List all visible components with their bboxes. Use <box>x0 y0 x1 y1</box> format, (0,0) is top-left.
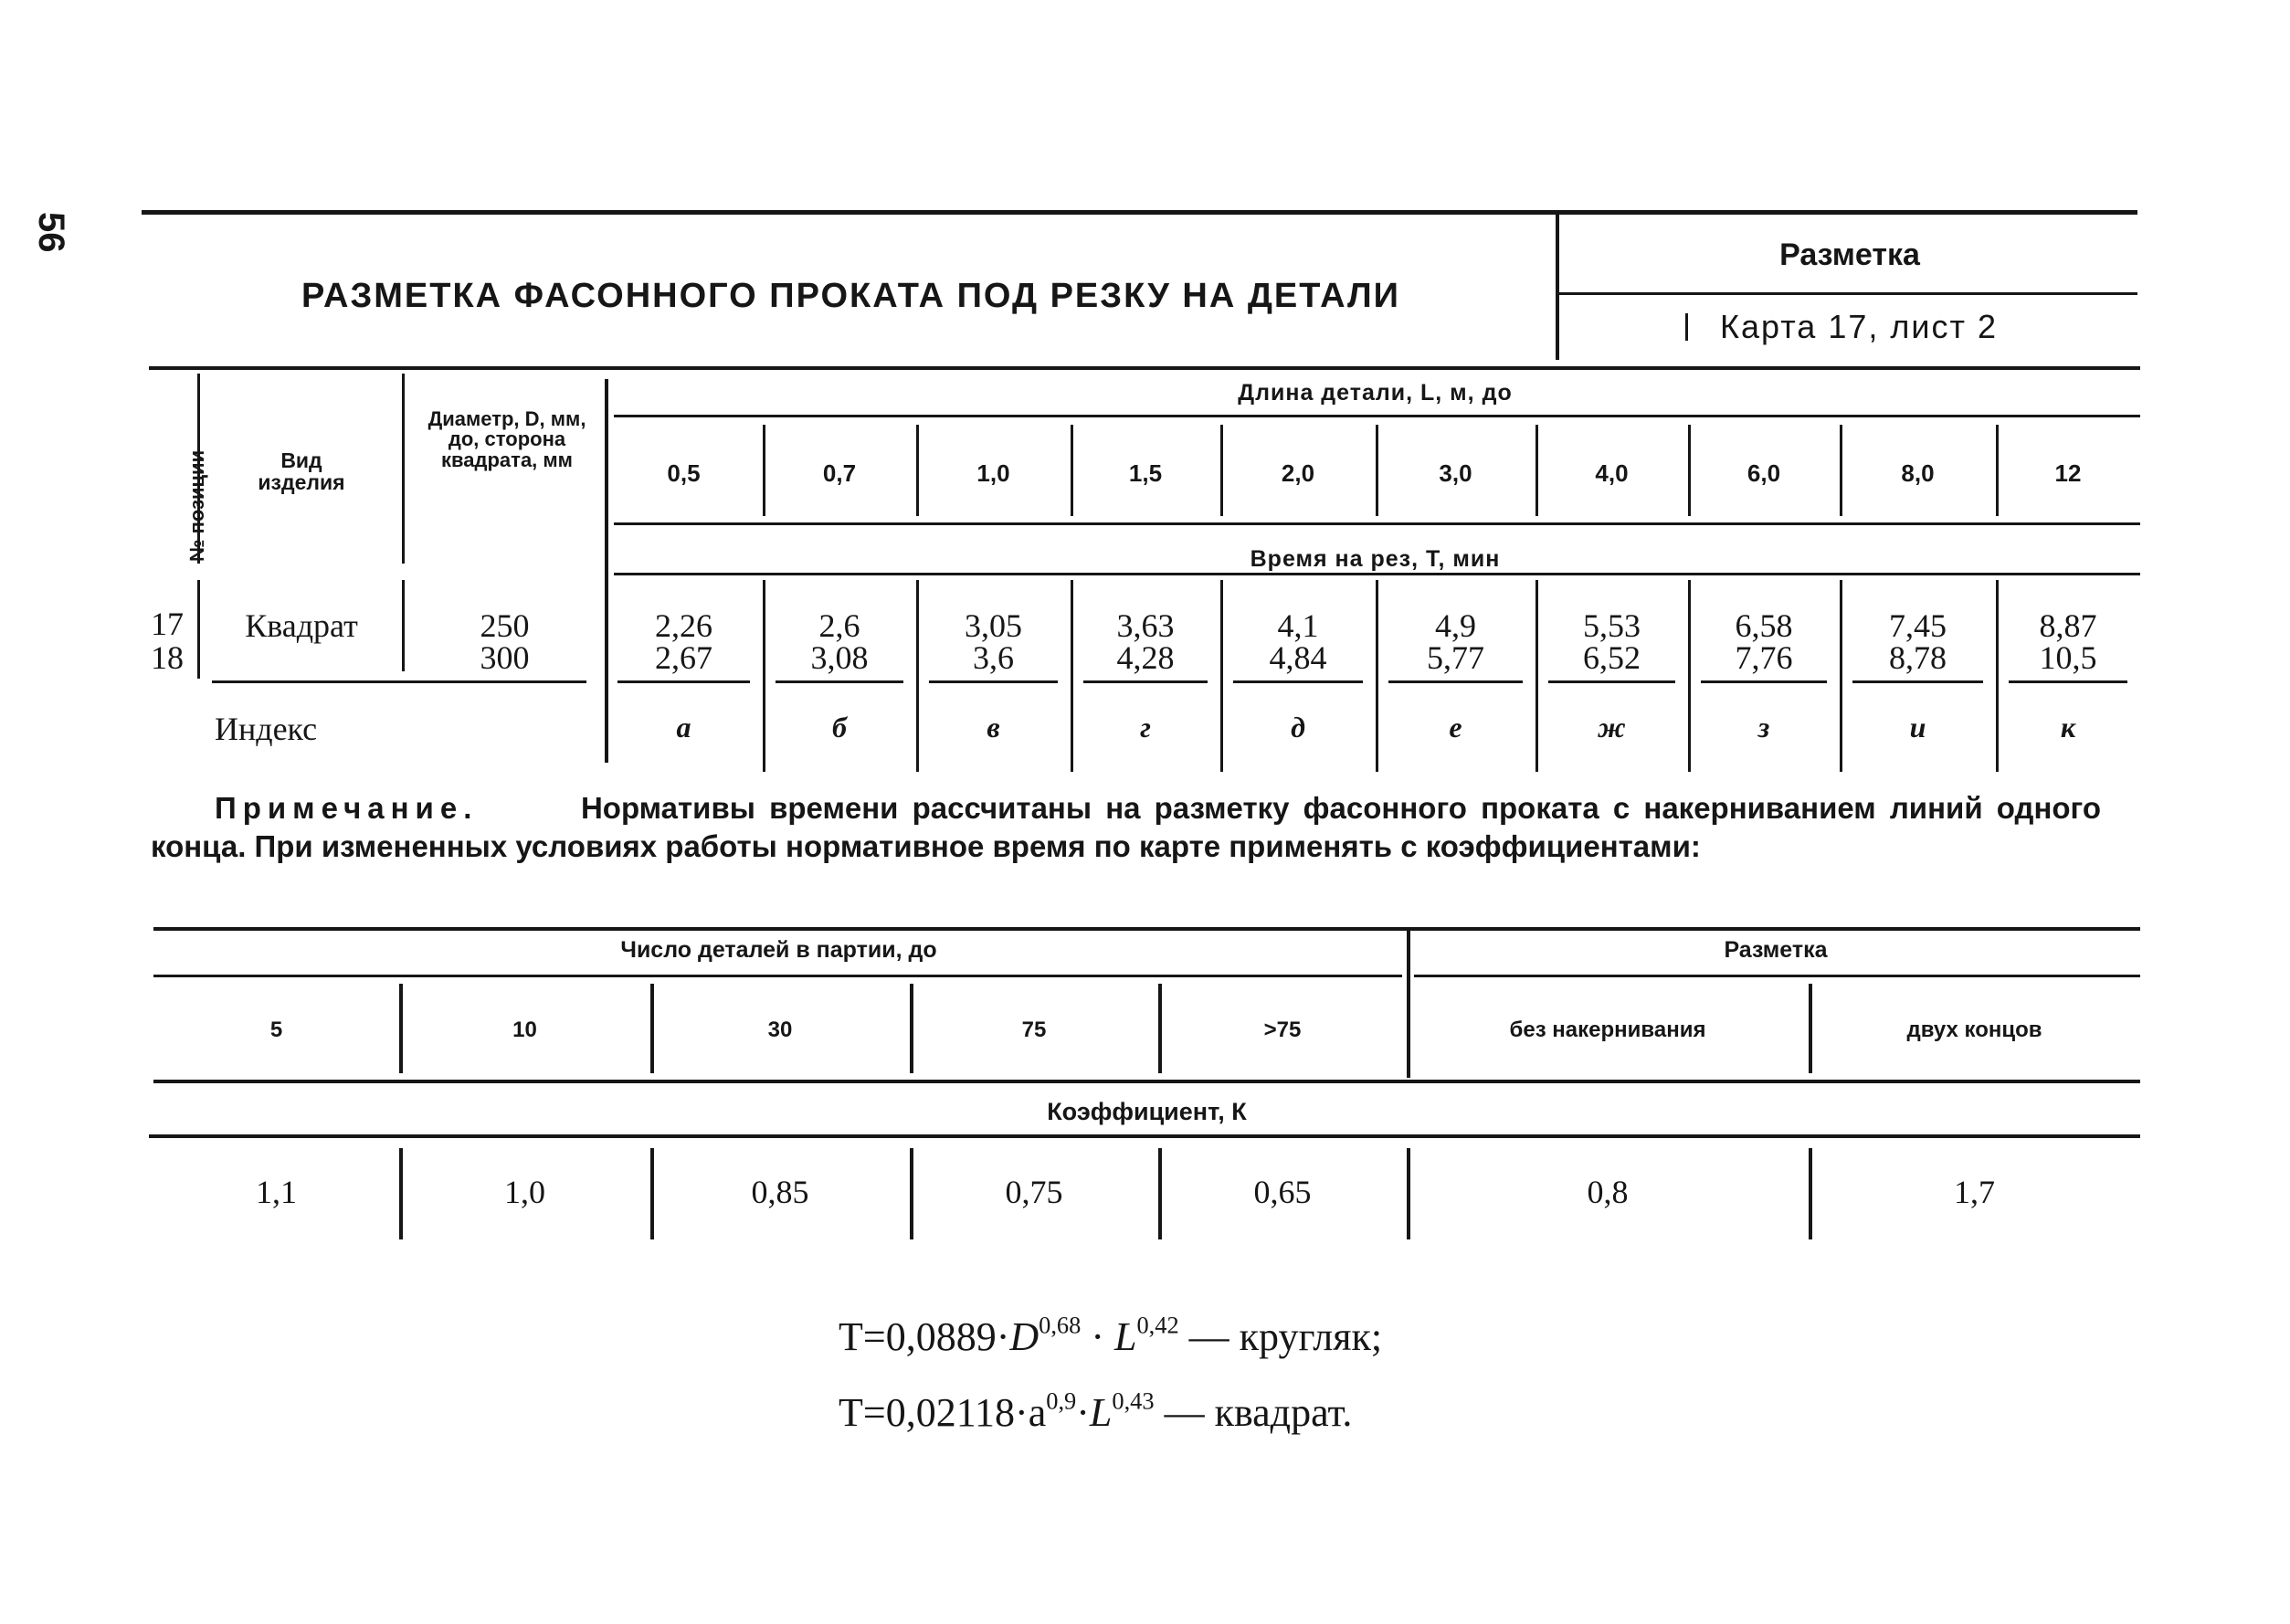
f2-mid: · <box>1076 1390 1090 1435</box>
col-position-header: № позиции <box>185 449 208 562</box>
t1-data-underline <box>1852 680 1983 683</box>
t2-coef-separator <box>1158 1148 1162 1239</box>
t2-marking-separator <box>1809 984 1812 1073</box>
t1-data-underline <box>1233 680 1363 683</box>
length-value: 4,0 <box>1595 459 1629 487</box>
time-value-18: 3,08 <box>810 639 869 676</box>
parts-column-label: >75 <box>1263 1018 1302 1042</box>
t2-column-separator <box>399 984 403 1073</box>
index-value: б <box>832 711 847 743</box>
time-value-17: 4,9 <box>1435 607 1476 644</box>
note-text-1: Нормативы времени рассчитаны на разметку фасонного проката с накерниванием линий одного <box>580 791 2101 825</box>
t2-coef-separator <box>910 1148 913 1239</box>
coefficient-value: 1,0 <box>504 1174 545 1210</box>
t1-data-underline <box>617 680 750 683</box>
f2-exp-a: 0,9 <box>1046 1387 1077 1415</box>
row-size-17: 250 <box>480 607 530 644</box>
row-position-17: 17 <box>151 606 184 642</box>
t1-length-separator <box>916 425 919 516</box>
table2-header-rule-right <box>1414 975 2140 977</box>
t1-data-underline <box>1701 680 1827 683</box>
t1-length-separator <box>1996 425 1999 516</box>
time-value-17: 6,58 <box>1735 607 1793 644</box>
time-value-18: 4,28 <box>1116 639 1175 676</box>
coefficient-value: 0,75 <box>1005 1174 1063 1210</box>
parts-header: Число деталей в партии, до <box>620 937 937 963</box>
coef-header: Коэффициент, К <box>1047 1098 1247 1125</box>
col-kind-header <box>201 449 402 493</box>
note-line-1 <box>215 793 2101 823</box>
table2-main-divider <box>1407 931 1410 1078</box>
header-right-rule <box>1559 292 2137 295</box>
t1-data-underline <box>2009 680 2127 683</box>
t1-data-separator <box>1535 580 1538 772</box>
t1-data-underline <box>1388 680 1523 683</box>
col-diameter-header <box>425 409 589 470</box>
length-value: 8,0 <box>1901 459 1935 487</box>
time-value-17: 3,63 <box>1116 607 1175 644</box>
t1-time-rule-bottom <box>614 573 2140 575</box>
t1-data-separator <box>1688 580 1691 772</box>
time-value-17: 3,05 <box>965 607 1022 644</box>
t1-data-separator <box>1376 580 1378 772</box>
t1-length-separator <box>763 425 765 516</box>
table2-mid-rule <box>153 1080 2140 1083</box>
t1-data-separator <box>763 580 765 772</box>
document-title: РАЗМЕТКА ФАСОННОГО ПРОКАТА ПОД РЕЗКУ НА ДЕТАЛИ <box>301 277 1400 315</box>
t1-data-separator <box>1071 580 1073 772</box>
length-value: 1,5 <box>1128 459 1163 487</box>
time-value-17: 8,87 <box>2039 607 2097 644</box>
index-value: в <box>987 711 1000 743</box>
index-label: Индекс <box>215 711 318 747</box>
f1-var-d: D <box>1009 1314 1039 1359</box>
time-value-18: 10,5 <box>2039 639 2097 676</box>
note-line-2: конца. При измененных условиях работы нормативное время по карте применять с коэффициентами: <box>151 829 1701 863</box>
t1-time-rule-top <box>614 522 2140 525</box>
t1-data-underline <box>776 680 903 683</box>
table2-top-rule <box>153 927 2140 931</box>
time-value-18: 8,78 <box>1889 639 1947 676</box>
time-value-17: 2,26 <box>655 607 712 644</box>
t1-length-separator <box>1840 425 1842 516</box>
table1-top-rule <box>149 366 2140 370</box>
length-value: 0,5 <box>667 459 701 487</box>
length-value: 0,7 <box>822 459 857 487</box>
table2-header-rule-left <box>153 975 1402 977</box>
t1-data-separator <box>1840 580 1842 772</box>
time-value-18: 4,84 <box>1269 639 1327 676</box>
header-top-rule <box>142 210 2137 215</box>
coefficient-value: 0,85 <box>751 1174 809 1210</box>
parts-column-label: 30 <box>767 1018 793 1042</box>
t1-length-separator <box>1376 425 1378 516</box>
formula-square <box>839 1387 1353 1435</box>
time-value-18: 3,6 <box>973 639 1014 676</box>
t1-length-separator <box>1688 425 1691 516</box>
coefficient-value: 1,7 <box>1954 1174 1995 1210</box>
parts-column-label: 75 <box>1021 1018 1047 1042</box>
time-value-17: 2,6 <box>818 607 860 644</box>
f2-suffix: — квадрат. <box>1154 1390 1353 1435</box>
time-value-18: 5,77 <box>1427 639 1484 676</box>
t2-column-separator <box>910 984 913 1073</box>
t1-rows-bottom-rule <box>212 680 586 683</box>
t1-data-underline <box>929 680 1058 683</box>
t1-data-underline <box>1548 680 1675 683</box>
f1-suffix: — кругляк; <box>1178 1314 1383 1359</box>
length-value: 1,0 <box>976 459 1010 487</box>
f2-prefix: T=0,02118·a <box>839 1390 1047 1435</box>
header-divider <box>1556 214 1559 360</box>
table2-coef-rule <box>149 1134 2140 1138</box>
f1-exp-l: 0,42 <box>1136 1311 1179 1339</box>
t1-length-separator <box>1220 425 1223 516</box>
marking-header: Разметка <box>1724 937 1828 963</box>
note-label: Примечание. <box>215 791 479 825</box>
t1-data-separator <box>916 580 919 772</box>
t1-data-separator <box>1220 580 1223 772</box>
coefficient-value: 1,1 <box>256 1174 297 1210</box>
index-value: д <box>1291 711 1305 743</box>
t2-column-separator <box>1158 984 1162 1073</box>
col-kind-text: Вид изделия <box>258 448 345 495</box>
f1-prefix: T=0,0889· <box>839 1314 1010 1359</box>
t1-length-separator <box>1535 425 1538 516</box>
t2-coef-separator <box>650 1148 654 1239</box>
length-header: Длина детали, L, м, до <box>1238 380 1513 406</box>
index-value: е <box>1449 711 1462 743</box>
f1-mid: · <box>1081 1314 1114 1359</box>
t2-coef-separator <box>1809 1148 1812 1239</box>
f1-var-l: L <box>1113 1314 1137 1359</box>
t1-vline <box>402 374 405 564</box>
length-value: 2,0 <box>1281 459 1315 487</box>
parts-column-label: 5 <box>269 1018 283 1042</box>
time-value-17: 5,53 <box>1583 607 1641 644</box>
t1-data-underline <box>1083 680 1208 683</box>
f1-exp-d: 0,68 <box>1039 1311 1082 1339</box>
row-size-18: 300 <box>480 639 530 676</box>
t1-length-separator <box>1071 425 1073 516</box>
time-header: Время на рез, T, мин <box>1250 546 1501 572</box>
section-title: Разметка <box>1779 237 1920 272</box>
t1-data-separator <box>1996 580 1999 772</box>
col-diameter-text: Диаметр, D, мм, до, сторона квадрата, мм <box>427 407 586 471</box>
t1-row-vline <box>402 580 405 671</box>
index-value: а <box>676 711 691 743</box>
formula-round-bar <box>839 1311 1383 1359</box>
t2-coef-separator <box>1407 1148 1410 1239</box>
parts-column-label: без накернивания <box>1509 1018 1706 1042</box>
page-number: 56 <box>31 212 71 253</box>
f2-exp-l: 0,43 <box>1112 1387 1155 1415</box>
time-value-17: 7,45 <box>1889 607 1947 644</box>
card-reference: Карта 17, лист 2 <box>1719 308 1998 345</box>
t1-vline <box>605 379 608 763</box>
f2-var-l: L <box>1089 1390 1113 1435</box>
time-value-18: 7,76 <box>1735 639 1793 676</box>
time-value-18: 2,67 <box>655 639 712 676</box>
t2-coef-separator <box>399 1148 403 1239</box>
parts-column-label: двух концов <box>1906 1018 2042 1042</box>
index-value: з <box>1757 711 1770 743</box>
parts-column-label: 10 <box>512 1018 537 1042</box>
t1-row-vline <box>197 580 200 679</box>
length-value: 12 <box>2054 459 2082 487</box>
index-value: к <box>2060 711 2076 743</box>
index-value: и <box>1909 711 1926 743</box>
t2-column-separator <box>650 984 654 1073</box>
index-value: ж <box>1598 711 1626 743</box>
row-kind-17: Квадрат <box>245 607 358 644</box>
length-value: 6,0 <box>1747 459 1781 487</box>
time-value-17: 4,1 <box>1277 607 1319 644</box>
length-value: 3,0 <box>1439 459 1472 487</box>
time-value-18: 6,52 <box>1583 639 1641 676</box>
index-value: г <box>1140 711 1151 743</box>
row-position-18: 18 <box>151 639 184 676</box>
coefficient-value: 0,8 <box>1587 1174 1629 1210</box>
t1-length-rule <box>614 415 2140 417</box>
coefficient-value: 0,65 <box>1253 1174 1312 1210</box>
